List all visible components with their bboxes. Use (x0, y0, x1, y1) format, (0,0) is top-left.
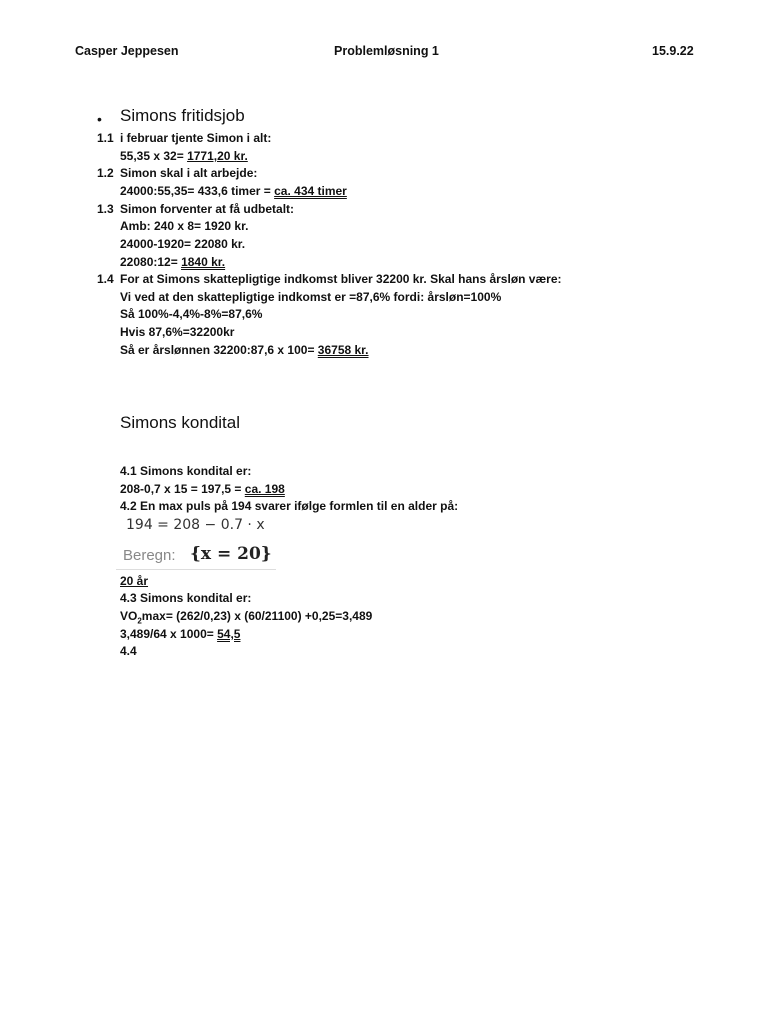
text-line: Simon skal i alt arbejde: (120, 166, 258, 180)
text-line: $VO_2\max= (262/0,23)$ x (60/21100) +0,25=3,489 (120, 609, 373, 626)
section-heading: Simons fritidsjob (120, 106, 245, 125)
answer: ca. 198 (244, 482, 285, 496)
item-number: 1.2 (97, 166, 114, 180)
text-line: Vi ved at den skattepligtige indkomst er =87,6% fordi: årsløn=100% (120, 290, 502, 304)
document-title: Problemløsning 1 (334, 44, 439, 58)
answer: 20 år (120, 574, 149, 588)
text-line: Hvis 87,6%=32200kr (120, 325, 235, 339)
item-number: 1.3 (97, 202, 114, 216)
text-line: i februar tjente Simon i alt: (120, 131, 272, 145)
text-line: Så er årslønnen 32200:87,6 x 100= 36758 kr. (120, 343, 369, 357)
text-line: Så 100%-4,4%-8%=87,6% (120, 307, 263, 321)
text-line: 55,35 x 32= 1771,20 kr. (120, 149, 248, 163)
text-line: 4.2 En max puls på 194 svarer ifølge formlen til en alder på: (120, 499, 459, 513)
beregn-result: {x = 20} (190, 544, 272, 564)
answer: ca. 434 timer (274, 184, 347, 198)
section-heading: Simons kondital (120, 413, 241, 432)
text-line: 4.3 Simons kondital er: (120, 591, 252, 605)
text-line: 208-0,7 x 15 = 197,5 = ca. 198 (120, 482, 285, 496)
text-line: 22080:12= 1840 kr. (120, 255, 226, 269)
answer: 1771,20 kr. (187, 149, 248, 163)
text-line: For at Simons skattepligtige indkomst bliver 32200 kr. Skal hans årsløn være: (120, 272, 562, 286)
answer: 54,5 (217, 627, 241, 641)
item-number: 1.1 (97, 131, 114, 145)
equation: 194 = 208 − 0.7 · x (126, 517, 265, 533)
author-name: Casper Jeppesen (75, 44, 179, 58)
text-line: 24000-1920= 22080 kr. (120, 237, 246, 251)
text-line: Simon forventer at få udbetalt: (120, 202, 295, 216)
text-line: 24000:55,35= 433,6 timer = ca. 434 timer (120, 184, 347, 198)
document-date: 15.9.22 (652, 44, 694, 58)
bullet-icon: • (97, 111, 102, 127)
beregn-label: Beregn: (123, 547, 176, 564)
text-line: 3,489/64 x 1000= 54,5 (120, 627, 241, 641)
text-line: 4.4 (120, 644, 137, 658)
answer: 36758 kr. (317, 343, 369, 357)
item-number: 1.4 (97, 272, 114, 286)
answer: 1840 kr. (181, 255, 226, 269)
text-line: 4.1 Simons kondital er: (120, 464, 252, 478)
text-line: Amb: 240 x 8= 1920 kr. (120, 219, 249, 233)
